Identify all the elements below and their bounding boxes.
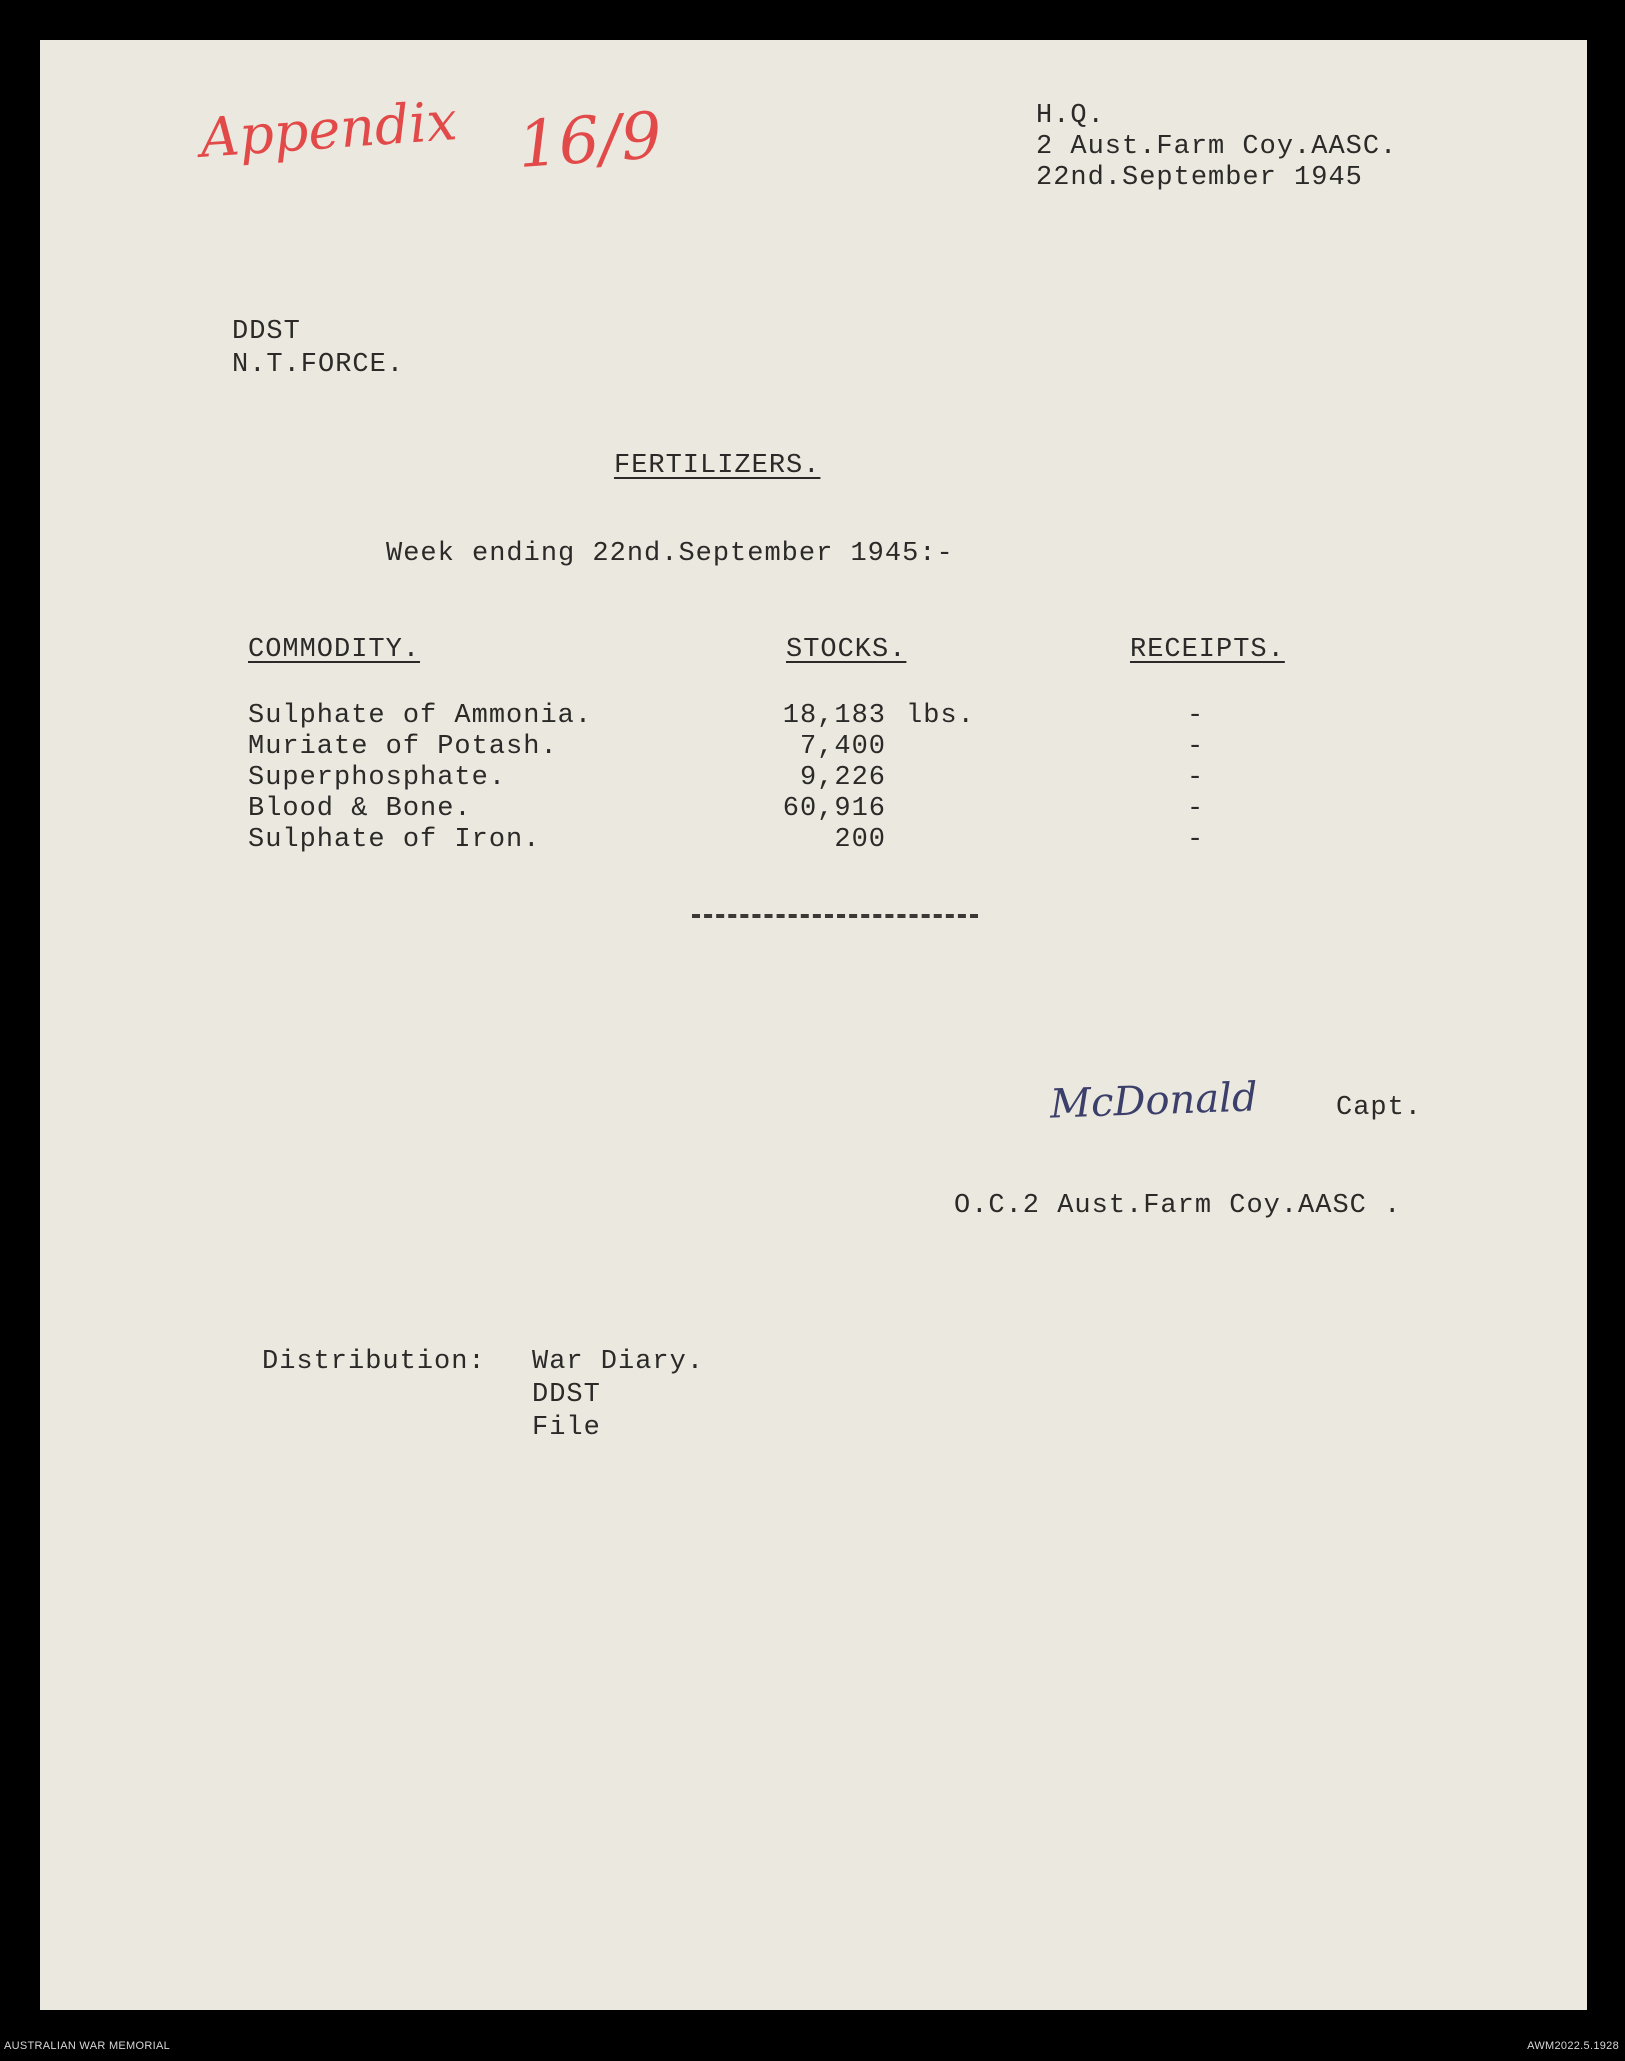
header-line-date: 22nd.September 1945 [1036,163,1363,193]
table-row-receipt: - [1187,701,1205,731]
column-header-stocks: STOCKS. [786,635,907,665]
handwritten-signature: McDonald [1049,1074,1259,1128]
distribution-item: DDST [532,1380,601,1410]
column-header-receipts: RECEIPTS. [1130,635,1285,665]
footer-archive-name: AUSTRALIAN WAR MEMORIAL [4,2040,171,2052]
table-row-unit: lbs. [906,701,975,731]
table-row-commodity: Sulphate of Iron. [248,825,541,855]
document-page [40,40,1587,2010]
recipient-line-1: DDST [232,317,301,347]
table-row-receipt: - [1187,794,1205,824]
signature-title: O.C.2 Aust.Farm Coy.AASC . [954,1191,1402,1221]
table-row-commodity: Sulphate of Ammonia. [248,701,593,731]
distribution-label: Distribution: [262,1347,486,1377]
header-line-unit: 2 Aust.Farm Coy.AASC. [1036,132,1398,162]
table-row-receipt: - [1187,825,1205,855]
table-row-stock: 9,226 [799,763,886,793]
total-dashed-rule [692,914,978,918]
recipient-line-2: N.T.FORCE. [232,350,405,380]
column-header-commodity: COMMODITY. [248,635,421,665]
week-ending-line: Week ending 22nd.September 1945:- [386,539,954,569]
table-row-stock: 7,400 [799,732,886,762]
table-row-stock: 60,916 [782,794,886,824]
distribution-item: File [532,1413,601,1443]
table-row-commodity: Muriate of Potash. [248,732,558,762]
document-title: FERTILIZERS. [614,451,821,481]
table-row-stock: 200 [834,825,886,855]
table-row-receipt: - [1187,763,1205,793]
table-row-stock: 18,183 [782,701,886,731]
handwritten-annotation: Appendix [198,89,460,170]
table-row-commodity: Superphosphate. [248,763,507,793]
distribution-item: War Diary. [532,1347,705,1377]
footer-accession-number: AWM2022.5.1928 [1527,2040,1619,2052]
table-row-receipt: - [1187,732,1205,762]
table-row-commodity: Blood & Bone. [248,794,472,824]
handwritten-fraction: 16/9 [515,99,665,183]
signature-rank: Capt. [1336,1093,1423,1123]
header-line-hq: H.Q. [1036,101,1105,131]
